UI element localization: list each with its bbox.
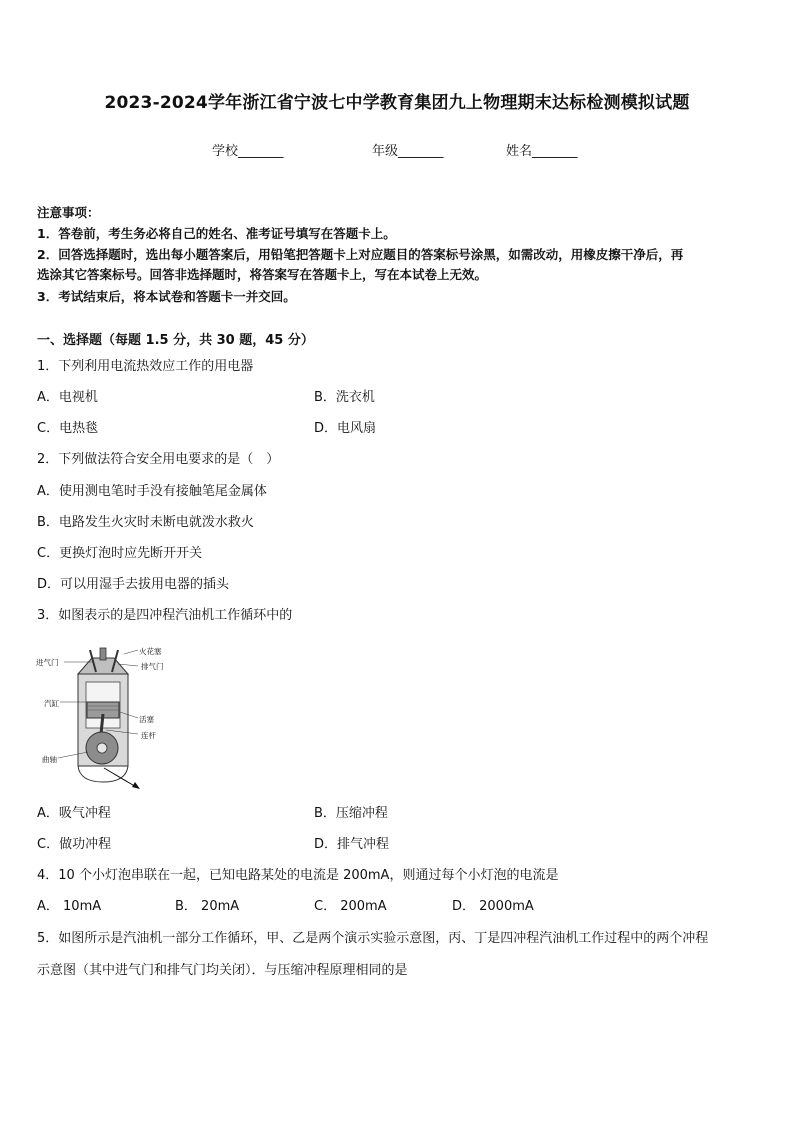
question-2-option-b: B．电路发生火灾时未断电就泼水救火 xyxy=(37,515,254,530)
question-4-option-b: B． 20mA xyxy=(175,899,240,914)
notice-heading: 注意事项： xyxy=(37,205,100,220)
section-heading: 一、选择题（每题 1.5 分，共 30 题，45 分） xyxy=(37,333,314,348)
question-2-option-a: A．使用测电笔时手没有接触笔尾金属体 xyxy=(37,484,267,499)
notice-item-1: 1．答卷前，考生务必将自己的姓名、准考证号填写在答题卡上。 xyxy=(37,226,396,241)
question-1-option-c: C．电热毯 xyxy=(37,421,99,436)
question-5-stem-line-1: 5．如图所示是汽油机一部分工作循环，甲、乙是两个演示实验示意图，丙、丁是四冲程汽油机工作过程中的两个冲程 xyxy=(37,931,709,946)
question-3-option-b: B．压缩冲程 xyxy=(314,806,388,821)
notice-item-3: 3．考试结束后，将本试卷和答题卡一并交回。 xyxy=(37,289,296,304)
question-2-option-d: D．可以用湿手去拔用电器的插头 xyxy=(37,577,230,592)
notice-item-2-line-1: 2．回答选择题时，选出每小题答案后，用铅笔把答题卡上对应题目的答案标号涂黑，如需改动，用橡皮擦干净后，再 xyxy=(37,247,684,262)
question-3-option-d: D．排气冲程 xyxy=(314,837,390,852)
question-2-option-c: C．更换灯泡时应先断开开关 xyxy=(37,546,203,561)
notice-item-2-line-2: 选涂其它答案标号。回答非选择题时，将答案写在答题卡上，写在本试卷上无效。 xyxy=(37,267,488,282)
school-field: 学校_______ xyxy=(212,144,284,159)
question-5-stem-line-2: 示意图（其中进气门和排气门均关闭）．与压缩冲程原理相同的是 xyxy=(37,963,408,978)
grade-field: 年级_______ xyxy=(372,144,444,159)
label-intake-valve: 进气门 xyxy=(36,658,59,667)
question-4-option-d: D． 2000mA xyxy=(452,899,534,914)
label-piston: 活塞 xyxy=(139,715,154,724)
question-3-stem: 3．如图表示的是四冲程汽油机工作循环中的 xyxy=(37,608,293,623)
label-connecting-rod: 连杆 xyxy=(141,731,156,740)
name-field: 姓名_______ xyxy=(506,144,578,159)
question-4-stem: 4．10 个小灯泡串联在一起，已知电路某处的电流是 200mA，则通过每个小灯泡的电流是 xyxy=(37,868,559,883)
label-spark-plug: 火花塞 xyxy=(139,647,162,656)
label-crankshaft: 曲轴 xyxy=(42,755,57,764)
question-1-stem: 1．下列利用电流热效应工作的用电器 xyxy=(37,359,254,374)
question-3-option-a: A．吸气冲程 xyxy=(37,806,111,821)
question-1-option-d: D．电风扇 xyxy=(314,421,377,436)
engine-diagram xyxy=(34,640,174,790)
label-cylinder: 汽缸 xyxy=(44,699,59,708)
question-1-option-a: A．电视机 xyxy=(37,390,98,405)
question-1-option-b: B．洗衣机 xyxy=(314,390,375,405)
question-4-option-c: C． 200mA xyxy=(314,899,387,914)
question-2-stem: 2．下列做法符合安全用电要求的是（ ） xyxy=(37,452,280,467)
page-title: 2023-2024学年浙江省宁波七中学教育集团九上物理期末达标检测模拟试题 xyxy=(104,93,690,113)
question-3-option-c: C．做功冲程 xyxy=(37,837,112,852)
label-exhaust-valve: 排气门 xyxy=(141,662,164,671)
question-4-option-a: A． 10mA xyxy=(37,899,102,914)
